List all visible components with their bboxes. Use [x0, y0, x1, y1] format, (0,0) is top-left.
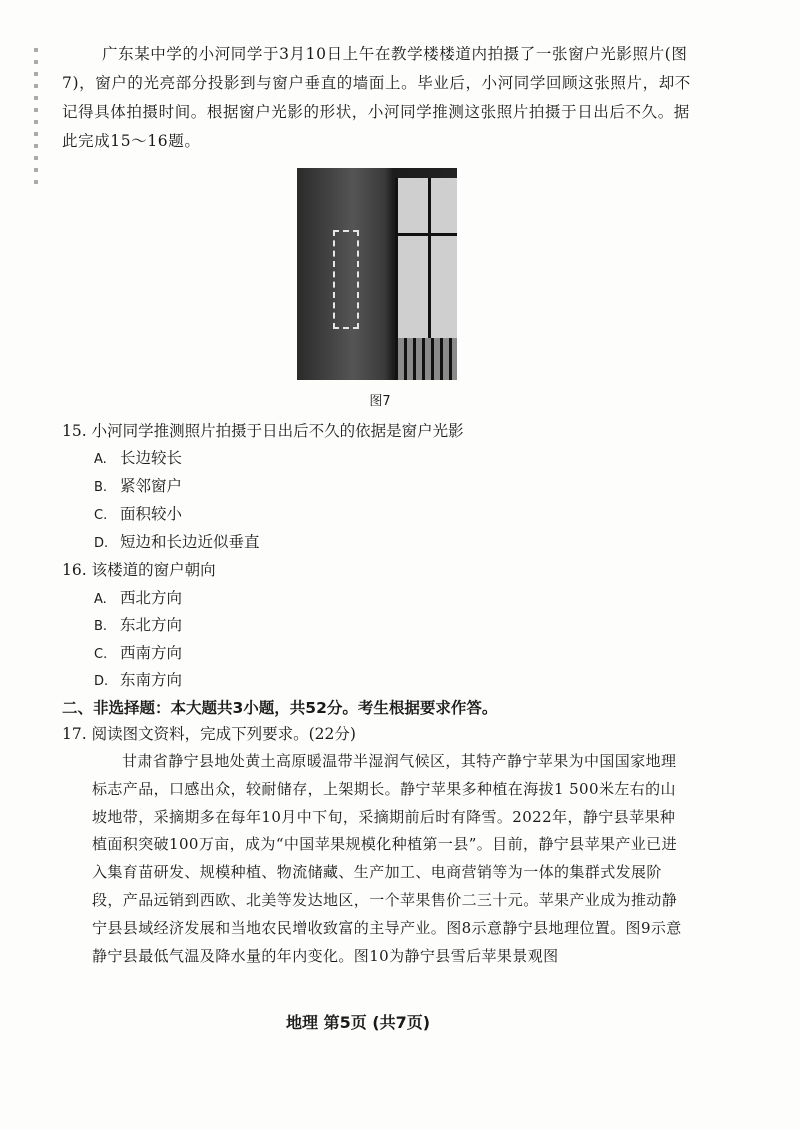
option-letter: C. — [94, 508, 108, 523]
q15-option-d — [94, 531, 260, 555]
option-letter: A. — [94, 452, 107, 467]
window-light-patch — [333, 230, 359, 329]
q16-option-d — [94, 669, 182, 693]
figure-caption: 图7 — [369, 394, 391, 409]
q15-option-c — [94, 503, 182, 527]
q16-option-b — [94, 614, 182, 638]
binding-margin-mark — [34, 48, 38, 188]
option-letter: D. — [94, 536, 109, 551]
option-text: 面积较小 — [120, 505, 183, 523]
q16-option-a — [94, 587, 182, 611]
option-letter: B. — [94, 619, 108, 634]
option-text: 紧邻窗户 — [120, 477, 183, 495]
option-text: 东南方向 — [120, 671, 183, 689]
option-letter: A. — [94, 592, 107, 607]
window-railing — [395, 338, 457, 380]
page-footer: 地理 第5页 (共7页) — [286, 1013, 431, 1032]
intro-paragraph: 广东某中学的小河同学于3月10日上午在教学楼楼道内拍摄了一张窗户光影照片(图7)，窗户的光亮部分投影到与窗户垂直的墙面上。毕业后，小河同学回顾这张照片，却不记得具体拍摄时间。根据窗户光影的形状，小河同学推测这张照片拍摄于日出后不久。据此完成15～16题。 — [62, 45, 691, 150]
question-15-stem: 15. 小河同学推测照片拍摄于日出后不久的依据是窗户光影 — [62, 422, 464, 440]
q15-option-a — [94, 447, 182, 471]
option-letter: D. — [94, 674, 109, 689]
window-shadow-photo — [297, 168, 457, 380]
option-letter: B. — [94, 480, 108, 495]
question-17-material: 甘肃省静宁县地处黄土高原暖温带半湿润气候区，其特产静宁苹果为中国国家地理标志产品，口感出众，较耐储存，上架期长。静宁苹果多种植在海拔1 500米左右的山坡地带，采摘期多在每年10月中下旬，采摘期前后时有降雪。2022年，静宁县苹果种植面积突破100万亩，成为“中国苹果规模化种植第一县”。目前，静宁县苹果产业已进入集育苗研发、规模种植、物流储藏、生产加工、电商营销等为一体的集群式发展阶段，产品远销到西欧、北美等发达地区，一个苹果售价二三十元。苹果产业成为推动静宁县县域经济发展和当地农民增收致富的主导产业。图8示意静宁县地理位置。图9示意静宁县最低气温及降水量的年内变化。图10为静宁县雪后苹果景观图 — [92, 752, 682, 965]
window-frame — [395, 178, 457, 348]
q15-option-b — [94, 475, 182, 499]
option-letter: C. — [94, 647, 108, 662]
option-text: 长边较长 — [120, 449, 183, 467]
option-text: 西南方向 — [120, 644, 183, 662]
question-16-stem: 16. 该楼道的窗户朝向 — [62, 561, 216, 579]
window-mullion-vertical — [428, 178, 431, 348]
section-heading: 二、非选择题：本大题共3小题，共52分。考生根据要求作答。 — [62, 699, 498, 717]
option-text: 西北方向 — [120, 589, 183, 607]
q16-option-c — [94, 642, 182, 666]
question-17-stem: 17. 阅读图文资料，完成下列要求。(22分) — [62, 725, 356, 743]
option-text: 东北方向 — [120, 616, 183, 634]
option-text: 短边和长边近似垂直 — [120, 533, 260, 551]
